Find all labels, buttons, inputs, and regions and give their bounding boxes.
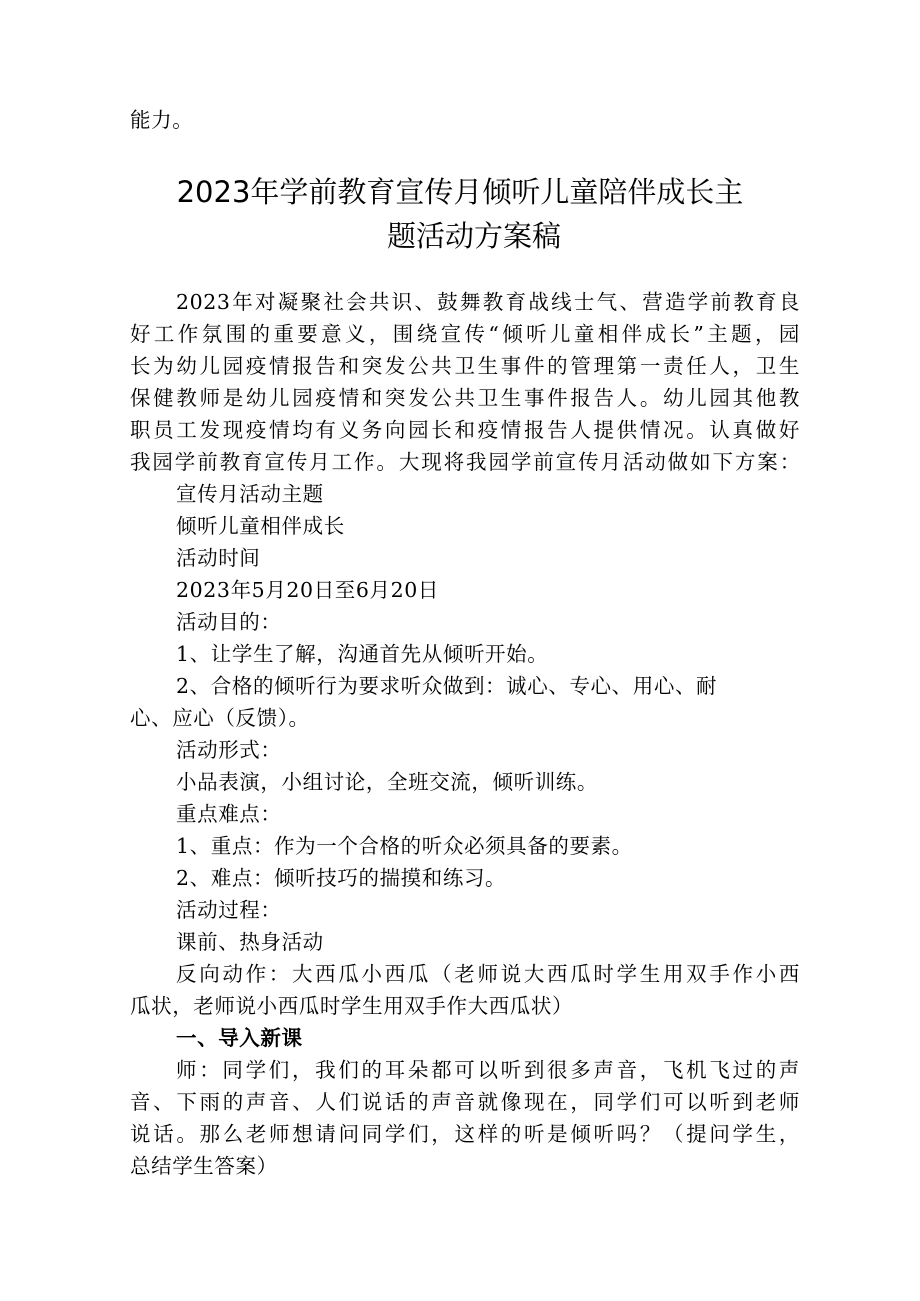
goal-label: 活动目的： xyxy=(176,610,282,634)
intro-line: 2023年对凝聚社会共识、鼓舞教育战线士气、营造学前教育良 xyxy=(176,290,800,314)
teacher-line: 音、下雨的声音、人们说话的声音就像现在，同学们可以听到老师 xyxy=(130,1090,800,1114)
theme-label: 宣传月活动主题 xyxy=(176,482,324,506)
teacher-line: 说话。那么老师想请问同学们，这样的听是倾听吗？（提问学生， xyxy=(130,1122,800,1146)
intro-line: 职员工发现疫情均有义务向园长和疫情报告人提供情况。认真做好 xyxy=(130,418,800,442)
goal-item-1: 1、让学生了解，沟通首先从倾听开始。 xyxy=(176,642,549,666)
teacher-line: 师：同学们，我们的耳朵都可以听到很多声音，飞机飞过的声 xyxy=(176,1058,800,1082)
warmup-text: 课前、热身活动 xyxy=(176,930,324,954)
theme-value: 倾听儿童相伴成长 xyxy=(176,514,345,538)
intro-line: 我园学前教育宣传月工作。大现将我园学前宣传月活动做如下方案： xyxy=(130,450,800,474)
teacher-line: 总结学生答案） xyxy=(130,1154,278,1178)
form-value: 小品表演，小组讨论，全班交流，倾听训练。 xyxy=(176,770,598,794)
intro-line: 保健教师是幼儿园疫情和突发公共卫生事件报告人。幼儿园其他教 xyxy=(130,386,800,410)
reverse-action-line: 反向动作：大西瓜小西瓜（老师说大西瓜时学生用双手作小西 xyxy=(176,962,800,986)
process-label: 活动过程： xyxy=(176,898,282,922)
time-value: 2023年5月20日至6月20日 xyxy=(176,578,440,602)
key-label: 重点难点： xyxy=(176,802,282,826)
key-item-2: 2、难点：倾听技巧的揣摸和练习。 xyxy=(176,866,507,890)
goal-item-2-cont: 心、应心（反馈）。 xyxy=(130,706,310,730)
key-item-1: 1、重点：作为一个合格的听众必须具备的要素。 xyxy=(176,834,633,858)
time-label: 活动时间 xyxy=(176,546,261,570)
form-label: 活动形式： xyxy=(176,738,282,762)
carryover-text: 能力。 xyxy=(130,108,194,132)
reverse-action-line: 瓜状，老师说小西瓜时学生用双手作大西瓜状） xyxy=(130,994,574,1018)
title-line-2: 题活动方案稿 xyxy=(386,219,561,253)
intro-line: 长为幼儿园疫情报告和突发公共卫生事件的管理第一责任人，卫生 xyxy=(130,354,800,378)
intro-line: 好工作氛围的重要意义，围绕宣传“倾听儿童相伴成长”主题，园 xyxy=(130,322,800,346)
section-heading: 一、导入新课 xyxy=(176,1026,303,1050)
goal-item-2: 2、合格的倾听行为要求听众做到：诚心、专心、用心、耐 xyxy=(176,674,718,698)
title-line-1: 2023年学前教育宣传月倾听儿童陪伴成长主 xyxy=(176,175,744,209)
